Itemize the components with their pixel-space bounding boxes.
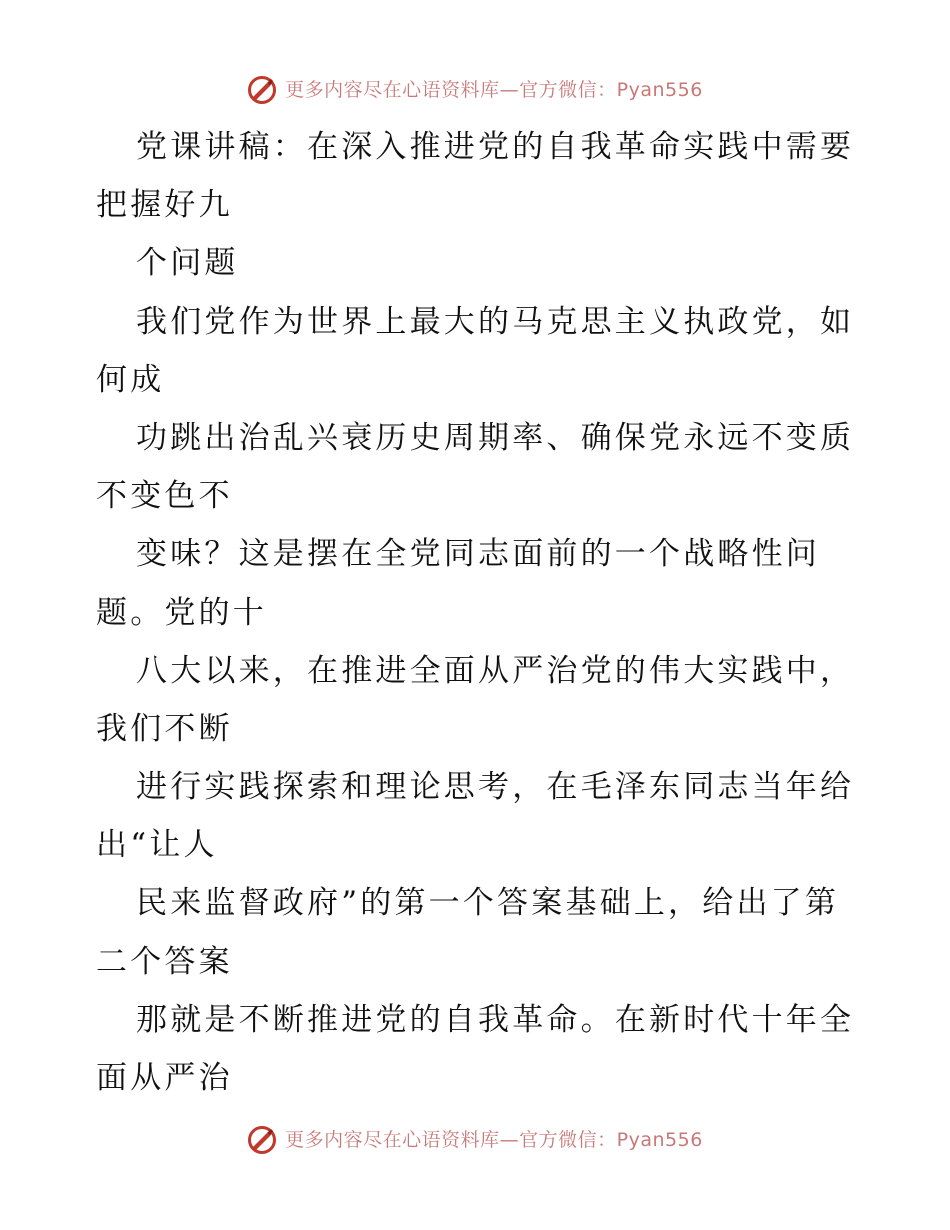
text-line: 不变色不 [96, 478, 233, 515]
header-watermark [0, 70, 950, 110]
text-line: 我们不断 [96, 710, 233, 747]
text-line: 面从严治 [96, 1060, 233, 1096]
text-line: 党课讲稿：在深入推进党的自我革命实践中需要 [136, 129, 855, 165]
footer-watermark [0, 1120, 950, 1160]
watermark-text: 更多内容尽在心语资料库—官方微信：Pyan556 [285, 79, 703, 101]
text-line: 题。党的十 [96, 594, 267, 631]
text-line: 个问题 [136, 245, 239, 282]
text-line: 我们党作为世界上最大的马克思主义执政党，如 [136, 303, 855, 340]
watermark-text: 更多内容尽在心语资料库—官方微信：Pyan556 [285, 1129, 703, 1151]
text-line: 进行实践探索和理论思考，在毛泽东同志当年给 [136, 769, 855, 806]
text-line: 何成 [96, 361, 165, 398]
text-line: 变味？这是摆在全党同志面前的一个战略性问 [136, 536, 820, 573]
text-line: 把握好九 [96, 187, 233, 224]
text-line: 功跳出治乱兴衰历史周期率、确保党永远不变质 [136, 419, 855, 456]
text-line: 民来监督政府”的第一个答案基础上，给出了第 [136, 885, 840, 922]
text-line: 那就是不断推进党的自我革命。在新时代十年全 [136, 1001, 855, 1038]
pen-circle-logo-icon [247, 1125, 277, 1155]
text-line: 八大以来，在推进全面从严治党的伟大实践中， [136, 652, 855, 689]
text-line: 出“让人 [96, 827, 218, 864]
text-line: 二个答案 [96, 943, 233, 980]
pen-circle-logo-icon [247, 75, 277, 105]
document-body [0, 118, 950, 1107]
